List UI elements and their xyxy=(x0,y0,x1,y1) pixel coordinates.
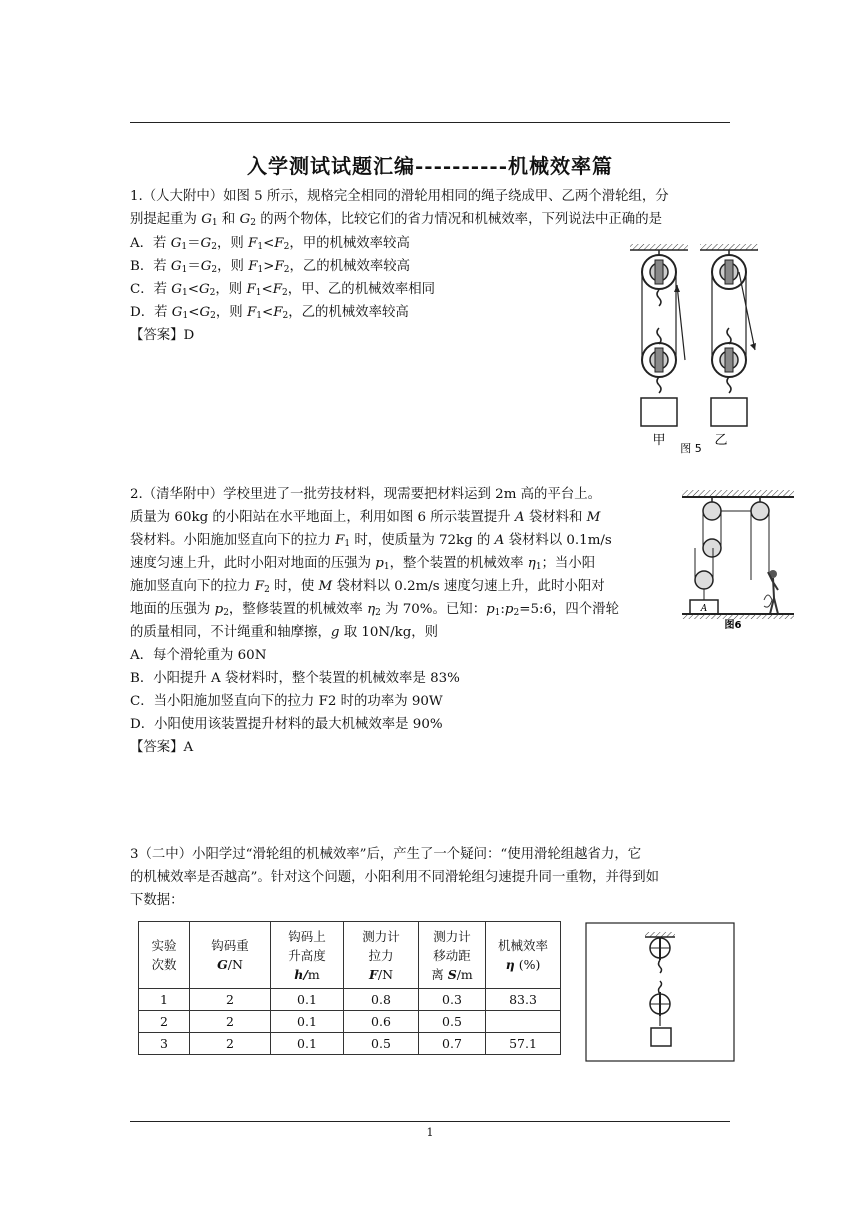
q1-option-a[interactable]: A．若 $G_1=G_2$，则 $F_1<F_2$，甲的机械效率较高 xyxy=(130,236,410,252)
figure-5-label-left: 甲 xyxy=(652,433,666,448)
q2-line5: 施加竖直向下的拉力 $F_2$ 时，使 M 袋材料以 0.2m/s 速度匀速上升，此时小阳对 xyxy=(130,579,605,595)
col-force: 测力计 拉力 F/N xyxy=(344,922,419,989)
col-trial: 实验 次数 xyxy=(139,922,190,989)
figure-6-caption: 图6 xyxy=(724,620,742,630)
q2-line1: 2.（清华附中）学校里进了一批劳技材料，现需要把材料运到 2m 高的平台上。 xyxy=(130,487,602,502)
q2-line6: 地面的压强为 $p_2$，整修装置的机械效率 $\eta_2$ 为 70%。已知：$p_1:p_2=5:6$，四个滑轮 xyxy=(130,602,619,618)
col-height: 钩码上 升高度 h/m xyxy=(271,922,344,989)
q1-answer: 【答案】D xyxy=(130,328,195,343)
q1-stem-line2: 别提起重为 $G_1$ 和 $G_2$ 的两个物体，比较它们的省力情况和机械效率，下列说法中正确的是 xyxy=(130,212,662,228)
col-weight: 钩码重 G/N xyxy=(190,922,271,989)
figure-6-pulley-platform-diagram xyxy=(678,488,798,630)
q2-option-d[interactable]: D．小阳使用该装置提升材料的最大机械效率是 90% xyxy=(130,717,443,732)
q2-option-b[interactable]: B．小阳提升 A 袋材料时，整个装置的机械效率是 83% xyxy=(130,671,460,686)
q2-line3: 袋材料。小阳施加竖直向下的拉力 $F_1$ 时，使质量为 72kg 的 A 袋材料以 0.1m/s xyxy=(130,533,612,549)
page-number: 1 xyxy=(426,1126,434,1139)
q1-option-d[interactable]: D．若 $G_1<G_2$，则 $F_1<F_2$，乙的机械效率较高 xyxy=(130,305,409,321)
q2-answer: 【答案】A xyxy=(130,740,194,755)
col-efficiency: 机械效率 η (%) xyxy=(486,922,561,989)
table-row: 1 2 0.1 0.8 0.3 83.3 xyxy=(139,989,561,1011)
blank-efficiency-cell[interactable] xyxy=(486,1011,561,1033)
figure-5-pulley-diagram xyxy=(625,240,765,460)
figure-6-label-a: A xyxy=(700,604,708,614)
q3-pulley-figure xyxy=(585,922,735,1062)
q1-stem-line1: 1.（人大附中）如图 5 所示，规格完全相同的滑轮用相同的绳子绕成甲、乙两个滑轮组，分 xyxy=(130,189,669,204)
col-distance: 测力计 移动距 离 S/m xyxy=(419,922,486,989)
table-row: 2 2 0.1 0.6 0.5 xyxy=(139,1011,561,1033)
table-header-row xyxy=(139,922,561,989)
q2-option-a[interactable]: A．每个滑轮重为 60N xyxy=(130,648,267,663)
q1-option-c[interactable]: C．若 $G_1<G_2$，则 $F_1<F_2$，甲、乙的机械效率相同 xyxy=(130,282,436,298)
page-title: 入学测试试题汇编----------机械效率篇 xyxy=(246,154,613,178)
q2-line7: 的质量相同，不计绳重和轴摩擦，g 取 10N/kg，则 xyxy=(130,625,439,640)
q3-data-table xyxy=(138,921,561,1055)
q3-line1: 3（二中）小阳学过“滑轮组的机械效率”后，产生了一个疑问：“使用滑轮组越省力，它 xyxy=(130,847,642,862)
figure-5-label-right: 乙 xyxy=(714,433,728,448)
q2-line4: 速度匀速上升，此时小阳对地面的压强为 $p_1$，整个装置的机械效率 $\eta_1$；当小阳 xyxy=(130,556,596,572)
q2-line2: 质量为 60kg 的小阳站在水平地面上，利用如图 6 所示装置提升 A 袋材料和 M xyxy=(130,510,601,525)
q2-option-c[interactable]: C．当小阳施加竖直向下的拉力 F2 时的功率为 90W xyxy=(130,694,443,709)
table-row: 3 2 0.1 0.5 0.7 57.1 xyxy=(139,1033,561,1055)
figure-5-caption: 图 5 xyxy=(680,442,702,455)
q1-option-b[interactable]: B．若 $G_1=G_2$，则 $F_1>F_2$，乙的机械效率较高 xyxy=(130,259,411,275)
header-rule xyxy=(130,122,730,123)
footer-rule xyxy=(130,1121,730,1122)
q3-line3: 下数据： xyxy=(130,893,184,908)
q3-line2: 的机械效率是否越高”。针对这个问题，小阳利用不同滑轮组匀速提升同一重物，并得到如 xyxy=(130,870,660,885)
